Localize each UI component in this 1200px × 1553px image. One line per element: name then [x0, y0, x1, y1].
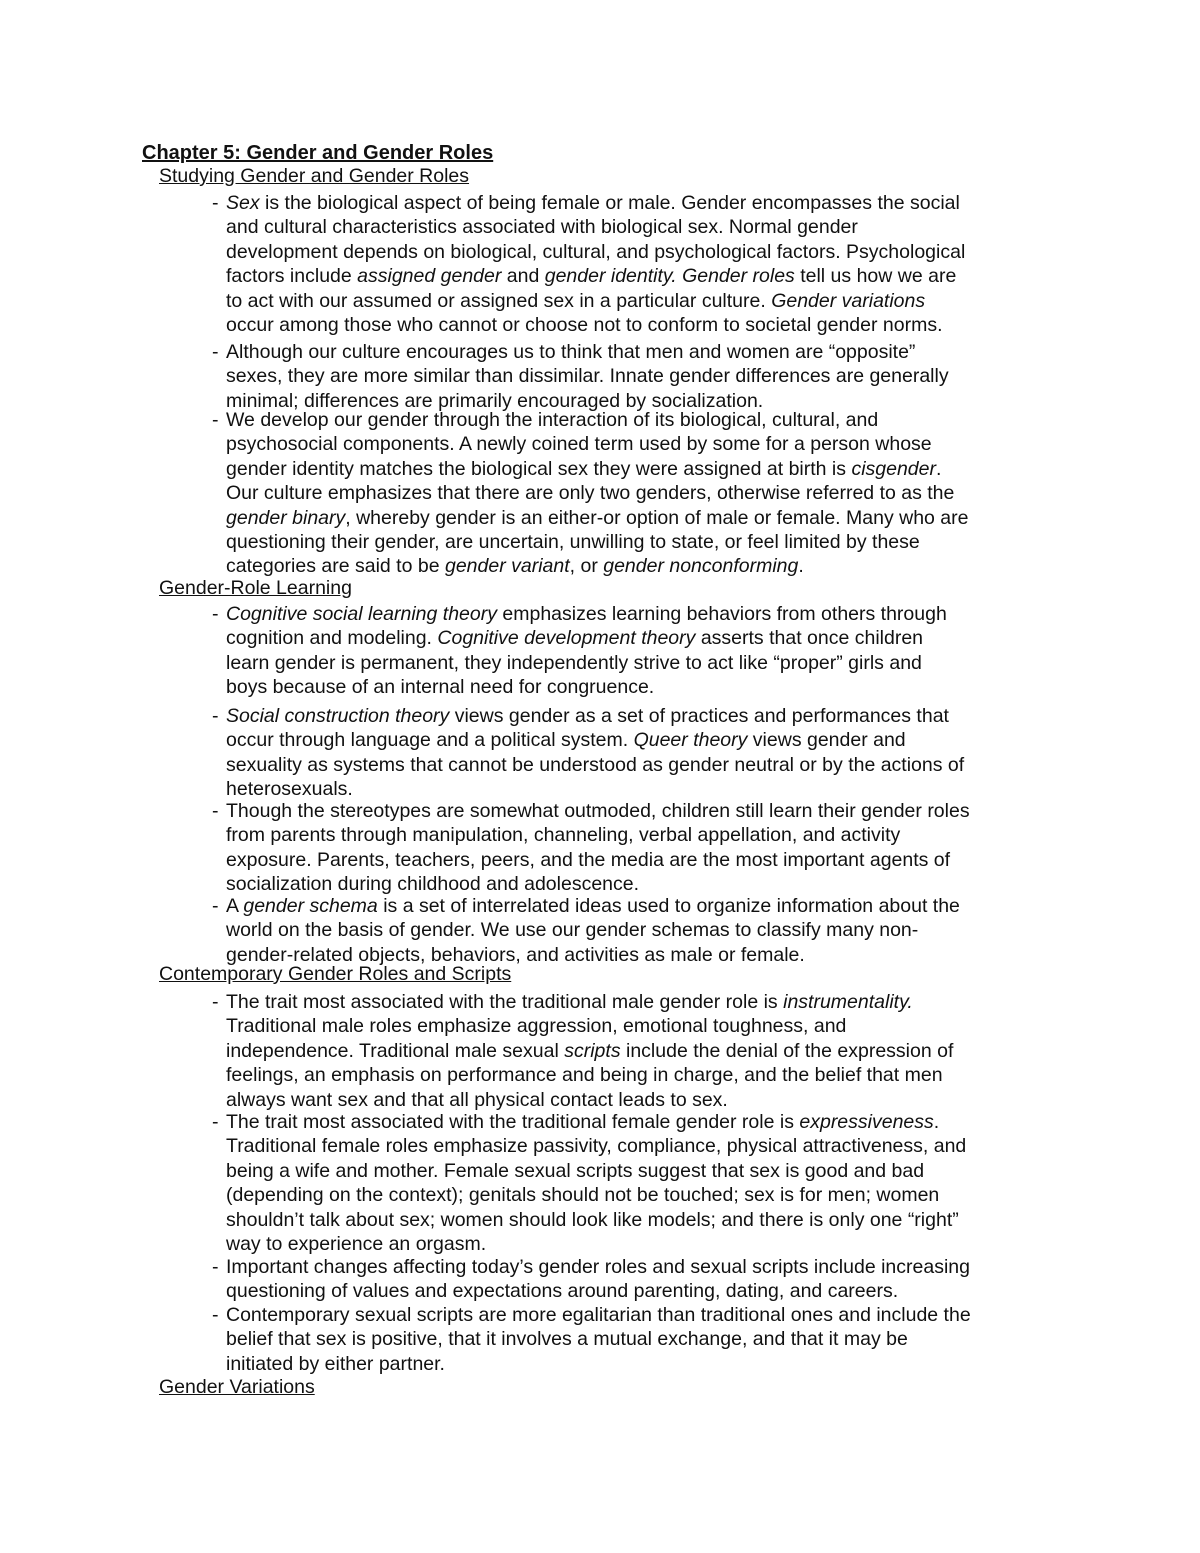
text-line	[226, 289, 925, 313]
italic-term: instrumentality.	[783, 991, 913, 1013]
italic-term: expressiveness	[799, 1111, 934, 1133]
text-line	[226, 1352, 445, 1376]
text-run: Our culture emphasizes that there are only two genders, otherwise referred to as the	[226, 482, 955, 505]
text-run: cognition and modeling.	[226, 627, 438, 650]
text-run: views gender and	[747, 729, 906, 752]
text-run: tell us how we are	[794, 265, 957, 288]
text-line	[226, 1063, 943, 1087]
section-heading: Studying Gender and Gender Roles	[159, 165, 470, 187]
text-line	[226, 313, 942, 337]
text-line	[226, 872, 639, 896]
text-line	[226, 191, 960, 215]
text-line	[226, 1279, 898, 1303]
section-heading: Gender Variations	[159, 1376, 315, 1398]
text-line	[226, 1134, 966, 1158]
text-line	[226, 264, 956, 288]
text-line	[226, 1303, 971, 1327]
text-run: .	[936, 457, 942, 480]
text-run: occur through language and a political system.	[226, 729, 634, 752]
dash-marker: -	[212, 192, 219, 214]
text-run: (depending on the context); genitals should not be touched; sex is for men; women	[226, 1184, 940, 1207]
text-run: questioning of values and expectations around parenting, dating, and careers.	[226, 1280, 899, 1303]
text-line	[226, 240, 965, 264]
section-heading: Gender-Role Learning	[159, 577, 352, 599]
dash-marker: -	[212, 1256, 219, 1278]
text-run: views gender as a set of practices and performances that	[449, 705, 949, 727]
text-line	[226, 848, 950, 872]
section-heading: Contemporary Gender Roles and Scripts	[159, 963, 512, 985]
text-run: emphasizes learning behaviors from others through	[496, 603, 947, 625]
dash-marker: -	[212, 800, 219, 822]
text-run: , or	[569, 555, 604, 578]
text-line	[226, 215, 858, 239]
italic-term: assigned gender	[357, 265, 502, 288]
text-line	[226, 506, 969, 530]
dash-marker: -	[212, 341, 219, 363]
text-run: from parents through manipulation, channeling, verbal appellation, and activity	[226, 824, 901, 847]
text-line	[226, 799, 970, 823]
text-run: minimal; differences are primarily encouraged by socialization.	[226, 389, 764, 412]
text-line	[226, 530, 920, 554]
text-run: Important changes affecting today’s gender roles and sexual scripts include increasing	[226, 1256, 970, 1278]
text-line	[226, 1088, 728, 1112]
text-line	[226, 1014, 846, 1038]
text-run: and cultural characteristics associated with biological sex. Normal gender	[226, 216, 858, 239]
text-run: categories are said to be	[226, 555, 445, 578]
dash-marker: -	[212, 991, 219, 1013]
text-line	[226, 1255, 970, 1279]
text-run: and	[501, 265, 545, 288]
italic-term: scripts	[564, 1039, 621, 1062]
text-run: .	[798, 555, 804, 578]
dash-marker: -	[212, 409, 219, 431]
text-run: Though the stereotypes are somewhat outmoded, children still learn their gender roles	[226, 800, 970, 822]
page-title: Chapter 5: Gender and Gender Roles	[142, 142, 494, 164]
text-run: boys because of an internal need for congruence.	[226, 676, 655, 699]
text-line	[226, 1159, 924, 1183]
text-run: , whereby gender is an either-or option of male or female. Many who are	[345, 506, 969, 529]
text-line	[226, 990, 913, 1014]
dash-marker: -	[212, 895, 219, 917]
italic-term: Gender roles	[682, 265, 795, 288]
text-run: sexuality as systems that cannot be understood as gender neutral or by the actions of	[226, 753, 965, 776]
text-run: exposure. Parents, teachers, peers, and the media are the most important agents of	[226, 848, 951, 871]
text-run: occur among those who cannot or choose not to conform to societal gender norms.	[226, 314, 943, 336]
text-line	[226, 894, 960, 918]
italic-term: gender identity.	[544, 265, 677, 288]
text-run: world on the basis of gender. We use our gender schemas to classify many non-	[226, 919, 919, 942]
text-run: development depends on biological, cultural, and psychological factors. Psychological	[226, 240, 966, 263]
text-line	[226, 1232, 486, 1256]
text-run: questioning their gender, are uncertain, unwilling to state, or feel limited by these	[226, 531, 920, 553]
text-line	[226, 364, 949, 388]
text-run: include the denial of the expression of	[620, 1039, 954, 1062]
text-run: learn gender is permanent, they independently strive to act like “proper” girls and	[226, 651, 922, 674]
dash-marker: -	[212, 603, 219, 625]
text-run: way to experience an orgasm.	[226, 1233, 487, 1255]
text-run: independence. Traditional male sexual	[226, 1039, 565, 1062]
text-line	[226, 432, 932, 456]
text-run: We develop our gender through the interaction of its biological, cultural, and	[226, 409, 879, 431]
text-line	[226, 753, 964, 777]
text-line	[226, 457, 941, 481]
text-run: Contemporary sexual scripts are more egalitarian than traditional ones and include the	[226, 1304, 971, 1326]
italic-term: Social construction theory	[226, 705, 450, 727]
text-run: Traditional male roles emphasize aggression, emotional toughness, and	[226, 1015, 847, 1038]
text-line	[226, 777, 353, 801]
text-run: factors include	[226, 265, 358, 288]
text-run: sexes, they are more similar than dissimilar. Innate gender differences are generally	[226, 365, 949, 388]
text-line	[226, 1039, 953, 1063]
text-run: psychosocial components. A newly coined term used by some for a person whose	[226, 433, 932, 456]
text-run: The trait most associated with the traditional female gender role is	[226, 1111, 800, 1133]
text-run: asserts that once children	[695, 627, 924, 650]
text-line	[226, 1183, 939, 1207]
italic-term: gender schema	[243, 895, 378, 917]
italic-term: Cognitive development theory	[437, 627, 696, 650]
dash-marker: -	[212, 1111, 219, 1133]
text-line	[226, 728, 906, 752]
text-run: being a wife and mother. Female sexual scripts suggest that sex is good and bad	[226, 1159, 925, 1182]
text-line	[226, 823, 900, 847]
text-line	[226, 626, 923, 650]
text-run: Traditional female roles emphasize passivity, compliance, physical attractiveness, and	[226, 1135, 967, 1158]
text-run: socialization during childhood and adolescence.	[226, 873, 640, 896]
text-run: initiated by either partner.	[226, 1352, 445, 1375]
text-line	[226, 554, 804, 578]
text-run: shouldn’t talk about sex; women should look like models; and there is only one “right”	[226, 1208, 959, 1231]
italic-term: cisgender	[851, 457, 936, 480]
italic-term: gender binary	[226, 506, 346, 529]
text-line	[226, 918, 918, 942]
text-run: to act with our assumed or assigned sex in a particular culture.	[226, 289, 772, 312]
text-line	[226, 481, 954, 505]
italic-term: Cognitive social learning theory	[226, 603, 497, 625]
dash-marker: -	[212, 1304, 219, 1326]
text-line	[226, 1327, 908, 1351]
text-line	[226, 704, 949, 728]
text-line	[226, 1110, 939, 1134]
text-line	[226, 602, 947, 626]
text-run: Although our culture encourages us to think that men and women are “opposite”	[226, 341, 916, 363]
text-line	[226, 408, 878, 432]
text-line	[226, 1208, 959, 1232]
text-run: heterosexuals.	[226, 778, 353, 801]
text-line	[226, 675, 654, 699]
dash-marker: -	[212, 705, 219, 727]
text-run: belief that sex is positive, that it involves a mutual exchange, and that it may be	[226, 1328, 908, 1351]
text-run: is a set of interrelated ideas used to organize information about the	[377, 895, 960, 917]
text-run: .	[933, 1111, 940, 1133]
text-run: always want sex and that all physical contact leads to sex.	[226, 1088, 728, 1111]
text-run: is the biological aspect of being female or male. Gender encompasses the social	[259, 192, 960, 214]
text-line	[226, 651, 922, 675]
text-run: The trait most associated with the traditional male gender role is	[226, 991, 784, 1013]
text-run: gender-related objects, behaviors, and activities as male or female.	[226, 943, 805, 966]
italic-term: Gender variations	[771, 289, 926, 312]
text-run: A	[226, 895, 244, 917]
text-run: feelings, an emphasis on performance and being in charge, and the belief that men	[226, 1064, 943, 1087]
italic-term: Sex	[226, 192, 260, 214]
italic-term: Queer theory	[633, 729, 748, 752]
text-run: gender identity matches the biological sex they were assigned at birth is	[226, 457, 852, 480]
italic-term: gender nonconforming	[603, 555, 799, 578]
italic-term: gender variant	[444, 555, 570, 578]
text-line	[226, 340, 915, 364]
